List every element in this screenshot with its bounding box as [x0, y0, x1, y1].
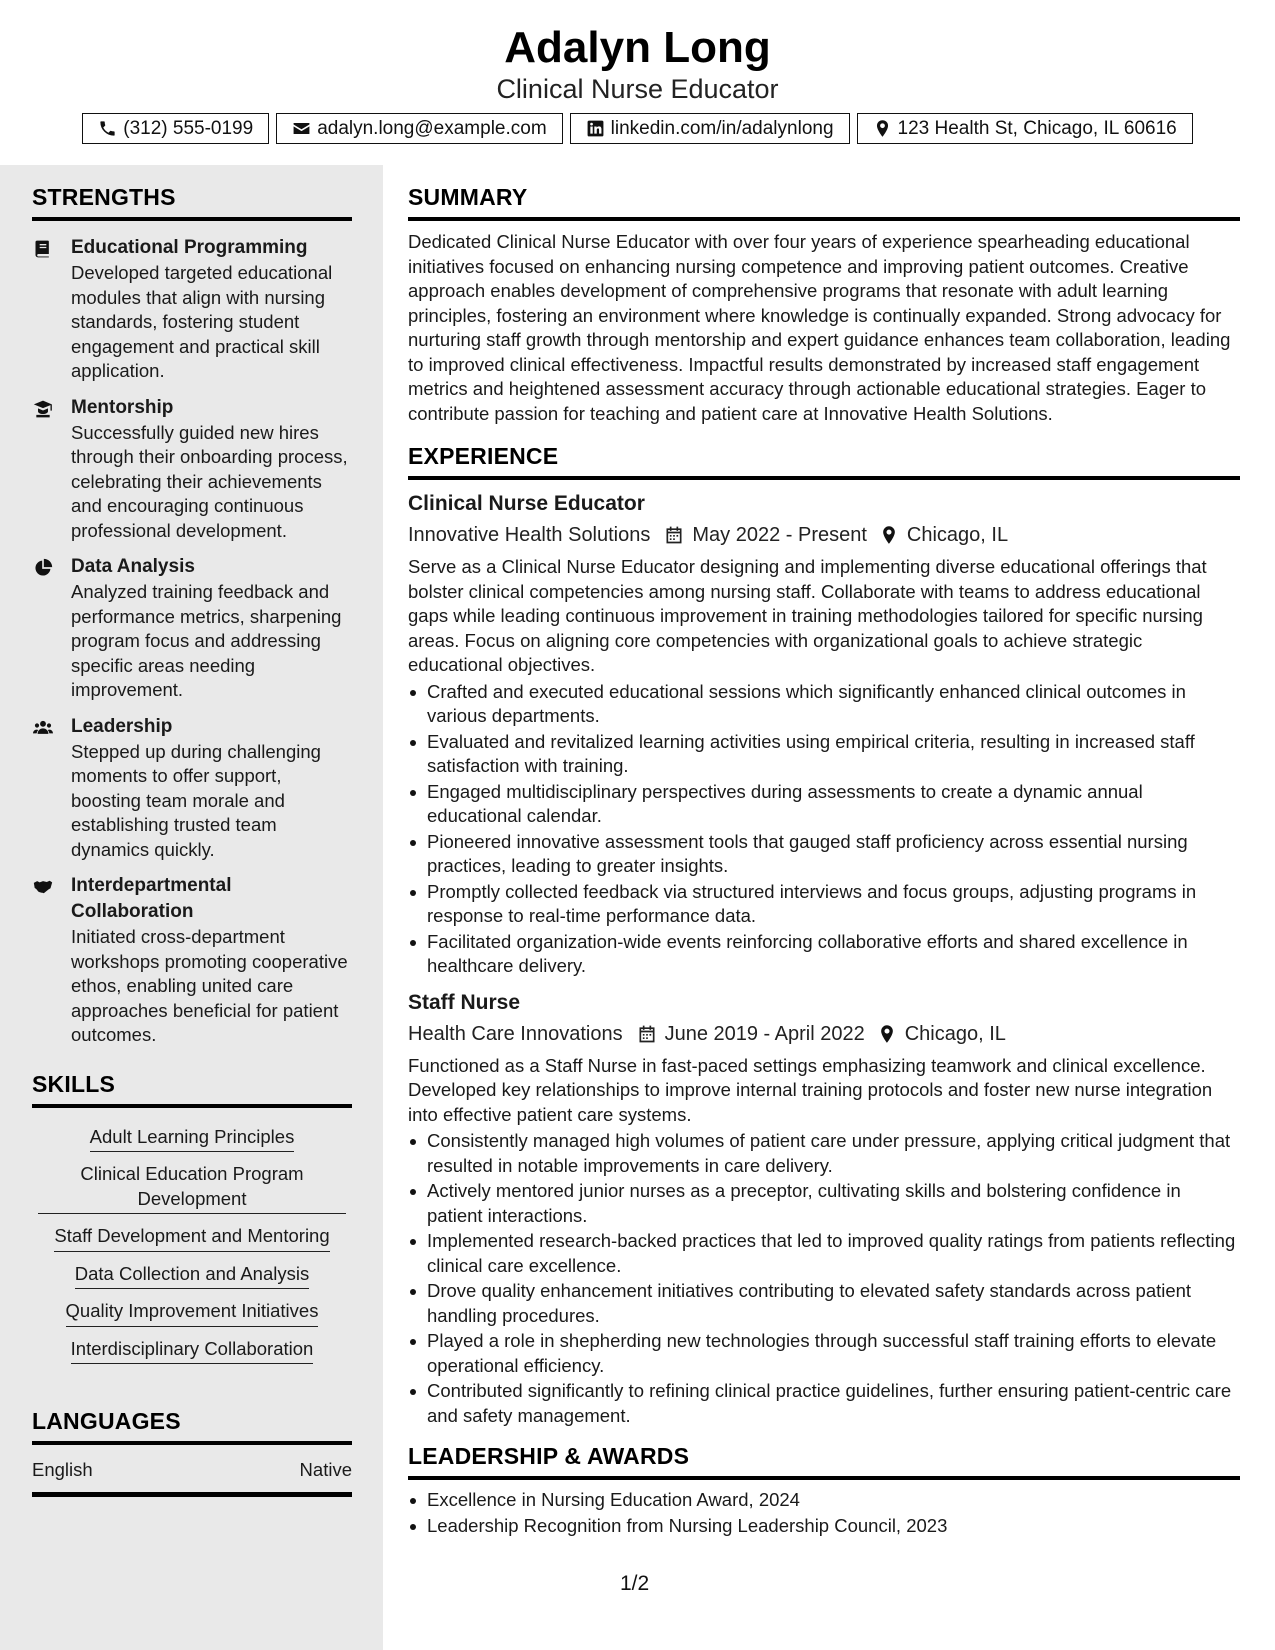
strength-desc: Initiated cross-department workshops promoting cooperative ethos, enabling united care approaches beneficial for patient outcomes.: [71, 926, 348, 1045]
contact-address[interactable]: [857, 113, 1193, 144]
skill-item: Data Collection and Analysis: [32, 1253, 352, 1291]
strength-item: [32, 235, 352, 384]
list-item: Crafted and executed educational sessions which significantly enhanced clinical outcomes in various departments.: [408, 680, 1240, 729]
summary-text: Dedicated Clinical Nurse Educator with over four years of experience spearheading educational initiatives focused on enhancing nursing competence and improving patient outcomes. Creative approach enables development of comprehensive programs that resonate with adult learning principles, fostering an environment where knowledge is continually expanded. Strong advocacy for nurturing staff growth through mentorship and expert guidance enhances team collaboration, leading to improved clinical effectiveness. Impactful results demonstrated by increased staff engagement metrics and heightened assessment accuracy through actionable educational strategies. Eager to contribute passion for teaching and patient care at Innovative Health Solutions.: [408, 231, 1231, 424]
page-number: 1/2: [620, 1572, 650, 1595]
pie-chart-icon: [32, 558, 54, 578]
strength-item: [32, 554, 352, 703]
languages-heading: LANGUAGES: [32, 1407, 352, 1445]
skill-item: Quality Improvement Initiatives: [32, 1290, 352, 1328]
candidate-name: Adalyn Long: [504, 23, 771, 72]
job-title: Clinical Nurse Educator: [408, 492, 645, 515]
job-location: Chicago, IL: [904, 1022, 1006, 1045]
job-meta: [408, 521, 1240, 549]
list-item: Engaged multidisciplinary perspectives during assessments to create a dynamic annual educational calendar.: [408, 780, 1240, 829]
job-dates: May 2022 - Present: [692, 524, 867, 546]
list-item: Promptly collected feedback via structured interviews and focus groups, adjusting programs in response to real-time performance data.: [408, 880, 1240, 929]
job-location-wrap: [867, 521, 1008, 549]
map-pin-icon: [877, 1024, 897, 1044]
job-entry: [408, 490, 1240, 979]
phone-icon: [98, 119, 117, 138]
skill-item: Adult Learning Principles: [32, 1116, 352, 1154]
job-location-wrap: [865, 1020, 1006, 1048]
list-item: Implemented research-backed practices that led to improved quality ratings from patients reflecting clinical care excellence.: [408, 1229, 1240, 1278]
skills-list: [32, 1116, 352, 1366]
strength-desc: Analyzed training feedback and performance metrics, sharpening program focus and addressing specific areas needing improvement.: [71, 581, 342, 700]
list-item: Actively mentored junior nurses as a preceptor, cultivating skills and bolstering confidence in patient interactions.: [408, 1179, 1240, 1228]
job-company: Health Care Innovations: [408, 1022, 623, 1045]
contact-linkedin[interactable]: [570, 113, 850, 144]
strength-item: [32, 395, 352, 544]
strength-item: [32, 873, 352, 1048]
map-pin-icon: [879, 525, 899, 545]
language-name: English: [32, 1459, 93, 1480]
job-company: Innovative Health Solutions: [408, 524, 651, 546]
list-item: Contributed significantly to refining clinical practice guidelines, further ensuring patient-centric care and safety management.: [408, 1379, 1240, 1428]
job-meta: [408, 1020, 1240, 1048]
strength-title: Leadership: [71, 715, 173, 737]
experience-heading: EXPERIENCE: [408, 442, 1240, 480]
candidate-role: Clinical Nurse Educator: [496, 74, 779, 104]
job-location: Chicago, IL: [906, 524, 1009, 546]
language-level: Native: [299, 1459, 352, 1480]
handshake-icon: [32, 877, 54, 897]
list-item: Excellence in Nursing Education Award, 2024: [408, 1488, 1240, 1513]
strength-title: Mentorship: [71, 396, 174, 418]
job-entry: [408, 989, 1240, 1429]
language-row: [32, 1445, 352, 1497]
skill-item: Clinical Education Program Development: [32, 1153, 352, 1215]
contact-linkedin-text: linkedin.com/in/adalynlong: [610, 117, 834, 139]
job-title: Staff Nurse: [408, 990, 521, 1014]
contact-bar: [0, 113, 1275, 144]
awards-heading: LEADERSHIP & AWARDS: [408, 1442, 1240, 1480]
map-pin-icon: [873, 119, 892, 138]
strengths-heading: STRENGTHS: [32, 183, 352, 221]
strength-title: Interdepartmental Collaboration: [71, 875, 232, 922]
contact-email[interactable]: [276, 113, 562, 144]
contact-phone-text: (312) 555-0199: [123, 117, 254, 139]
list-item: Leadership Recognition from Nursing Leadership Council, 2023: [408, 1514, 1240, 1539]
skill-item: Staff Development and Mentoring: [32, 1215, 352, 1253]
calendar-icon: [637, 1024, 657, 1044]
awards-list: [408, 1488, 1240, 1538]
book-icon: [32, 239, 54, 259]
strength-desc: Successfully guided new hires through their onboarding process, celebrating their achievements and encouraging continuous professional development.: [71, 421, 348, 541]
contact-phone[interactable]: [82, 113, 269, 144]
job-bullets: [408, 1129, 1240, 1428]
list-item: Consistently managed high volumes of patient care under pressure, applying critical judgment that resulted in notable improvements in care delivery.: [408, 1129, 1240, 1178]
users-icon: [32, 718, 54, 738]
main-content: [408, 165, 1240, 1650]
strength-desc: Stepped up during challenging moments to offer support, boosting team morale and establishing trusted team dynamics quickly.: [71, 740, 321, 860]
list-item: Drove quality enhancement initiatives contributing to elevated safety standards across patient handling procedures.: [408, 1279, 1240, 1328]
job-description: Serve as a Clinical Nurse Educator designing and implementing diverse educational offerings that bolster clinical competencies among nursing staff. Collaborate with teams to address educational gaps while leading continuous improvement in training methodologies tailored for specific nursing areas. Focus on aligning core competencies with organizational goals to achieve strategic educational objectives.: [408, 556, 1207, 675]
contact-address-text: 123 Health St, Chicago, IL 60616: [897, 117, 1177, 139]
list-item: Facilitated organization-wide events reinforcing collaborative efforts and shared excellence in healthcare delivery.: [408, 930, 1240, 979]
strength-title: Educational Programming: [71, 237, 308, 258]
list-item: Evaluated and revitalized learning activities using empirical criteria, resulting in increased staff satisfaction with training.: [408, 730, 1240, 779]
resume-header: [0, 0, 1275, 165]
calendar-icon: [664, 525, 684, 545]
job-description: Functioned as a Staff Nurse in fast-paced settings emphasizing teamwork and clinical excellence. Developed key relationships to improve internal training protocols and foster new nurse integration into effective patient care systems.: [408, 1054, 1213, 1125]
contact-email-text: adalyn.long@example.com: [317, 117, 547, 139]
job-bullets: [408, 680, 1240, 979]
envelope-icon: [292, 119, 311, 138]
linkedin-icon: [586, 119, 605, 138]
graduate-icon: [32, 399, 54, 419]
summary-heading: SUMMARY: [408, 183, 1240, 221]
strength-item: [32, 714, 352, 863]
list-item: Played a role in shepherding new technologies through successful staff training efforts to elevate operational efficiency.: [408, 1329, 1240, 1378]
sidebar: [0, 165, 383, 1650]
skills-heading: SKILLS: [32, 1070, 352, 1108]
strength-desc: Developed targeted educational modules that align with nursing standards, fostering student engagement and practical skill application.: [71, 262, 333, 381]
skill-item: Interdisciplinary Collaboration: [32, 1328, 352, 1366]
strength-title: Data Analysis: [71, 556, 195, 577]
list-item: Pioneered innovative assessment tools that gauged staff proficiency across essential nursing practices, leading to greater insights.: [408, 830, 1240, 879]
job-dates: June 2019 - April 2022: [664, 1022, 865, 1045]
